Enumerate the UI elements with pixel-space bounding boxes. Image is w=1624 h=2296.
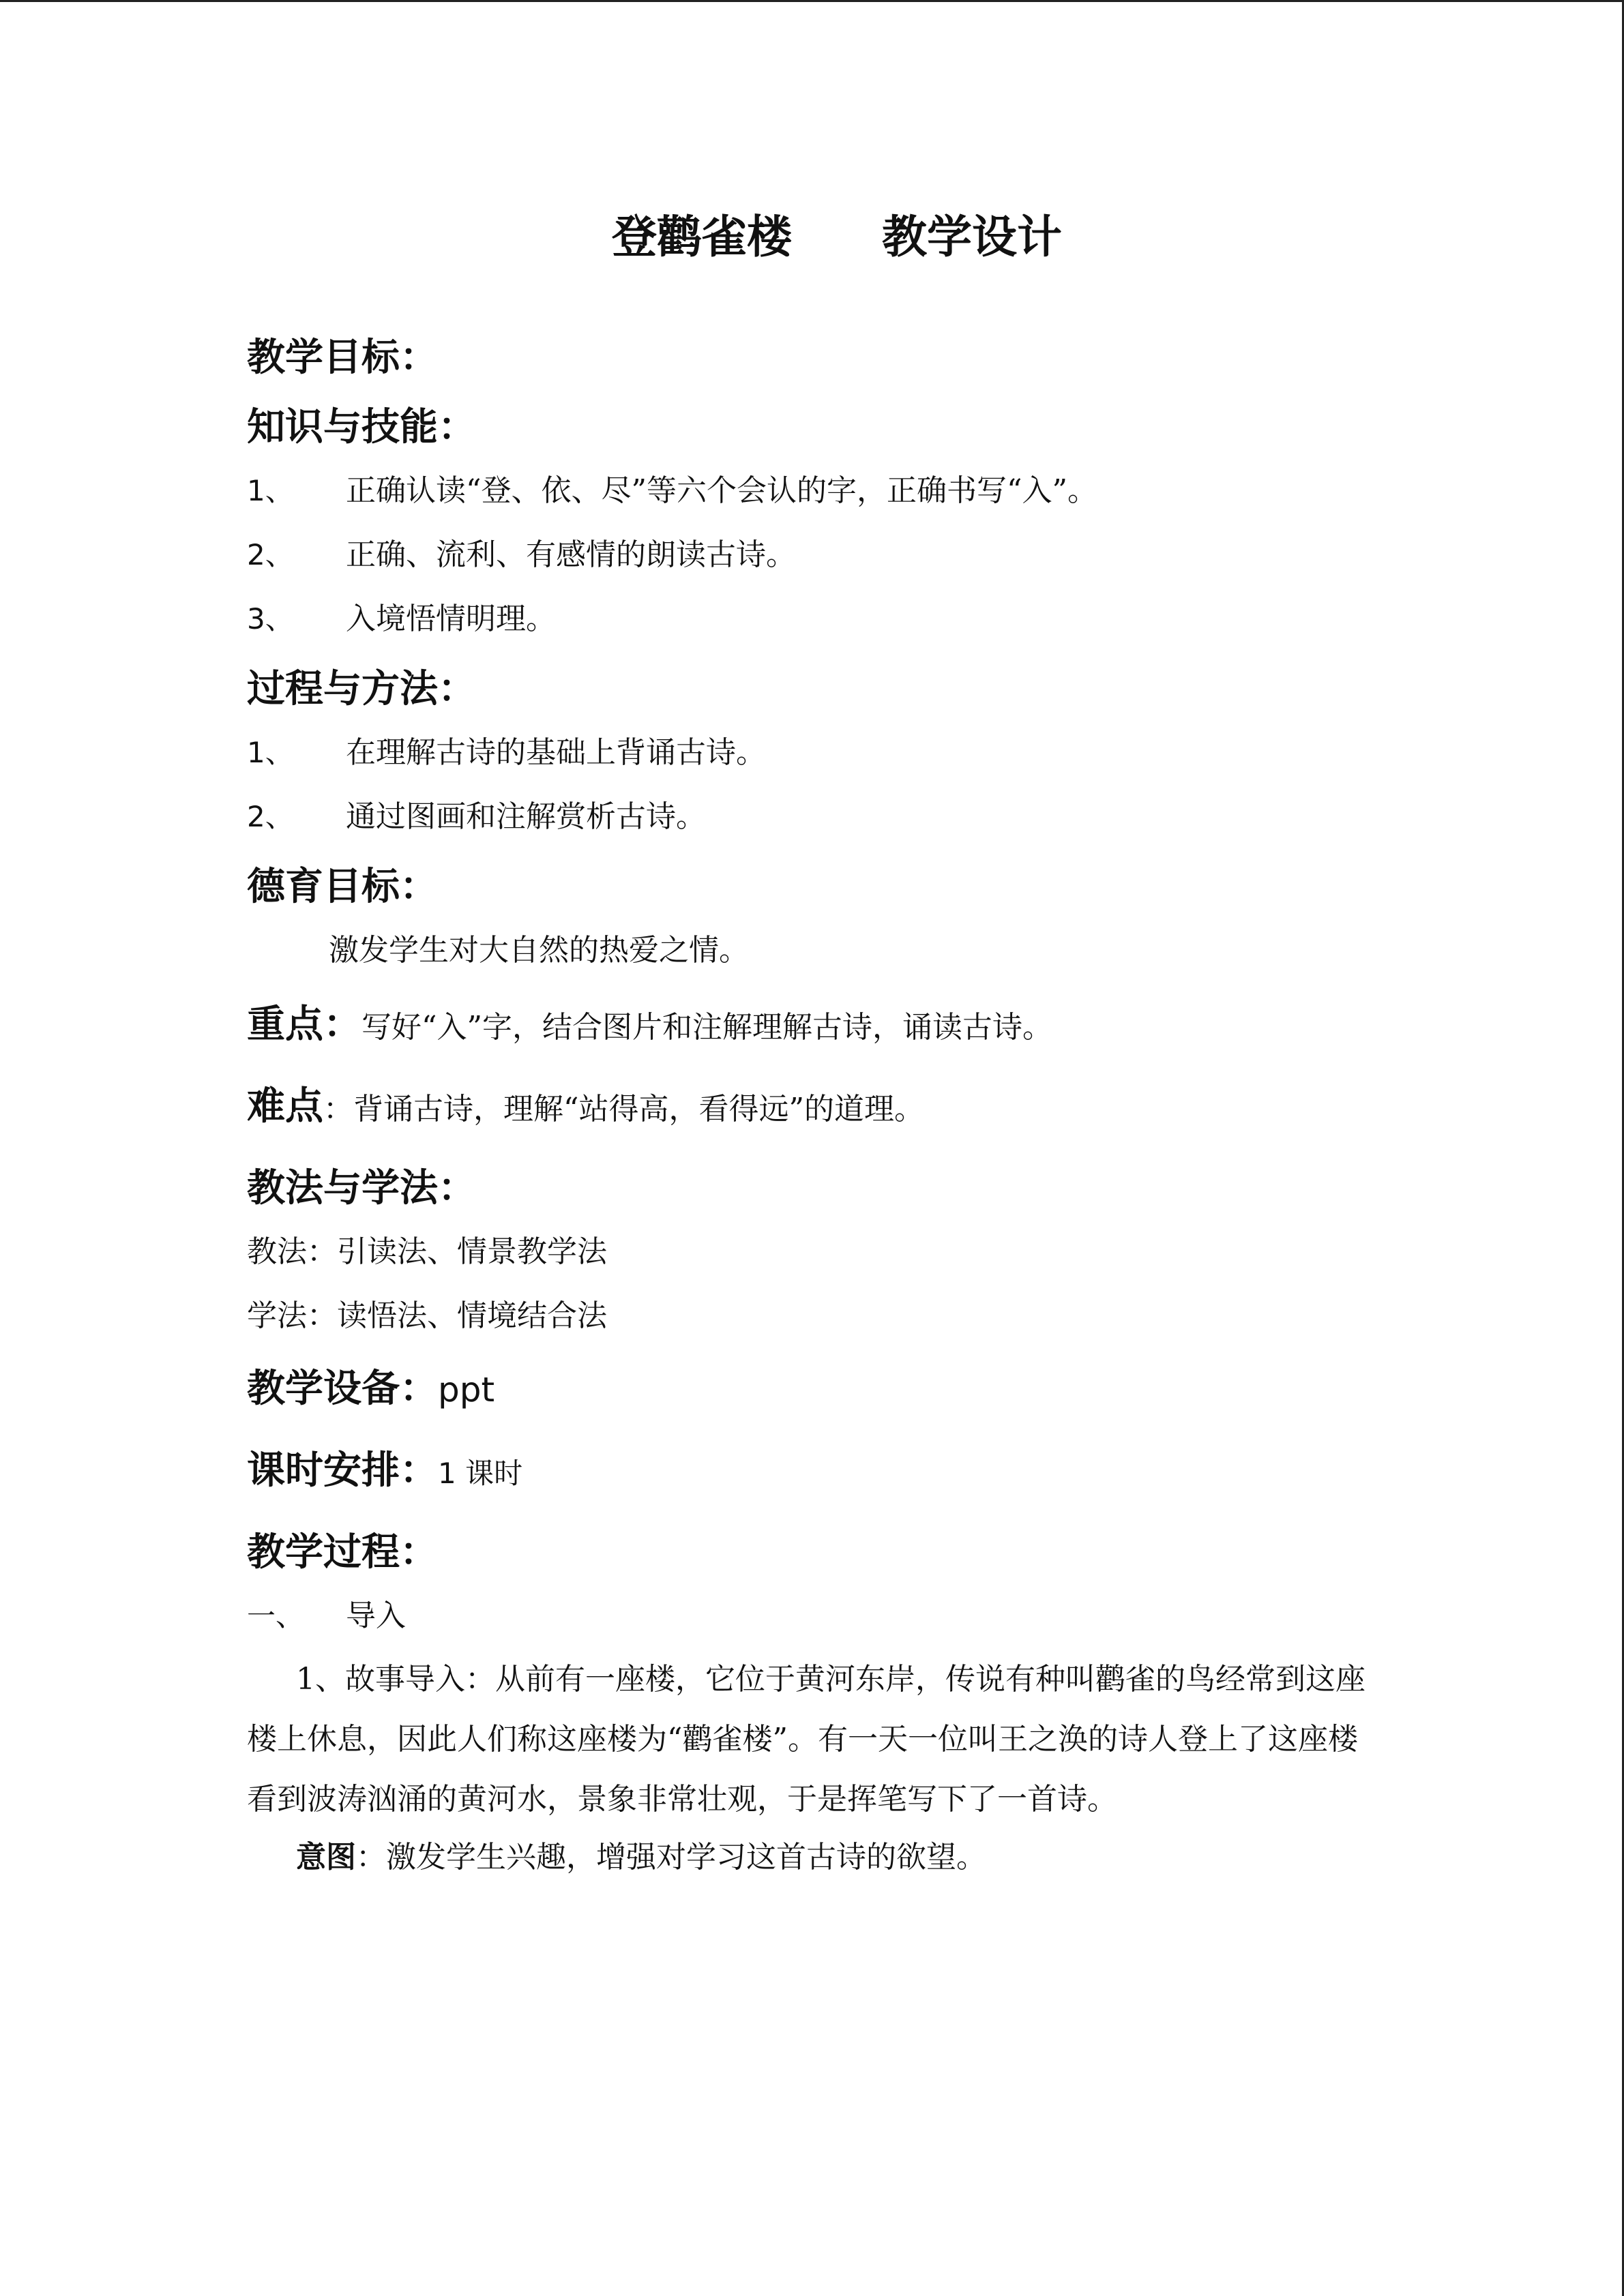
key-point xyxy=(247,999,1406,1054)
list-item xyxy=(247,471,1406,511)
list-number: 3、 xyxy=(247,602,294,636)
methods-heading: 教法与学法： xyxy=(247,1166,476,1210)
intent-label: 意图 xyxy=(296,1840,356,1875)
list-text: 正确认读“登、依、尽”等六个会认的字，正确书写“入”。 xyxy=(346,473,1097,508)
schedule-value: 1 课时 xyxy=(438,1457,523,1490)
section-number: 一、 xyxy=(247,1599,305,1632)
list-number: 1、 xyxy=(247,736,294,769)
list-item xyxy=(247,599,1406,639)
schedule-label: 课时安排： xyxy=(247,1448,438,1493)
moral-goals-heading: 德育目标： xyxy=(247,865,438,909)
equipment xyxy=(247,1363,1406,1418)
difficulty-label: 难点 xyxy=(247,1084,323,1129)
list-text: 正确、流利、有感情的朗读古诗。 xyxy=(346,537,796,572)
key-point-text: 写好“入”字，结合图片和注解理解古诗，诵读古诗。 xyxy=(361,1010,1052,1045)
equipment-label: 教学设备： xyxy=(247,1367,438,1411)
list-item xyxy=(247,797,1406,837)
process-methods-list xyxy=(247,733,1406,837)
knowledge-skills-list xyxy=(247,471,1406,639)
list-number: 2、 xyxy=(247,800,294,833)
section-title-text: 导入 xyxy=(346,1598,406,1633)
learning-method: 学法：读悟法、情境结合法 xyxy=(247,1298,607,1333)
process-methods-heading: 过程与方法： xyxy=(247,667,476,711)
list-item xyxy=(247,535,1406,575)
story-paragraph: 1、故事导入：从前有一座楼，它位于黄河东岸，传说有种叫鹳雀的鸟经常到这座楼上休息，因此人们称这座楼为“鹳雀楼”。有一天一位叫王之涣的诗人登上了这座楼看到波涛汹涌的黄河水，景象非常壮观，于是挥笔写下了一首诗。 xyxy=(247,1662,1365,1817)
key-point-label: 重点： xyxy=(247,1002,361,1047)
intent-text: ：激发学生兴趣，增强对学习这首古诗的欲望。 xyxy=(356,1840,986,1875)
list-text: 通过图画和注解赏析古诗。 xyxy=(346,799,706,834)
intent-paragraph xyxy=(247,1838,1406,1877)
moral-goals-text: 激发学生对大自然的热爱之情。 xyxy=(329,933,749,968)
section-title xyxy=(247,1596,1406,1636)
process-heading: 教学过程： xyxy=(247,1530,438,1575)
list-number: 1、 xyxy=(247,474,294,507)
list-text: 入境悟情明理。 xyxy=(346,601,556,636)
knowledge-skills-heading: 知识与技能： xyxy=(247,405,476,449)
equipment-value: ppt xyxy=(438,1370,495,1410)
document-content xyxy=(247,207,1406,1877)
difficulty xyxy=(247,1081,1406,1135)
list-number: 2、 xyxy=(247,538,294,571)
difficulty-text: ：背诵古诗，理解“站得高，看得远”的道理。 xyxy=(323,1092,924,1127)
schedule xyxy=(247,1445,1406,1500)
document-title: 登鹳雀楼 教学设计 xyxy=(612,211,1062,263)
teaching-method: 教法：引读法、情景教学法 xyxy=(247,1234,607,1269)
teaching-goals-heading: 教学目标： xyxy=(247,336,438,380)
list-text: 在理解古诗的基础上背诵古诗。 xyxy=(346,735,766,770)
list-item xyxy=(247,733,1406,773)
